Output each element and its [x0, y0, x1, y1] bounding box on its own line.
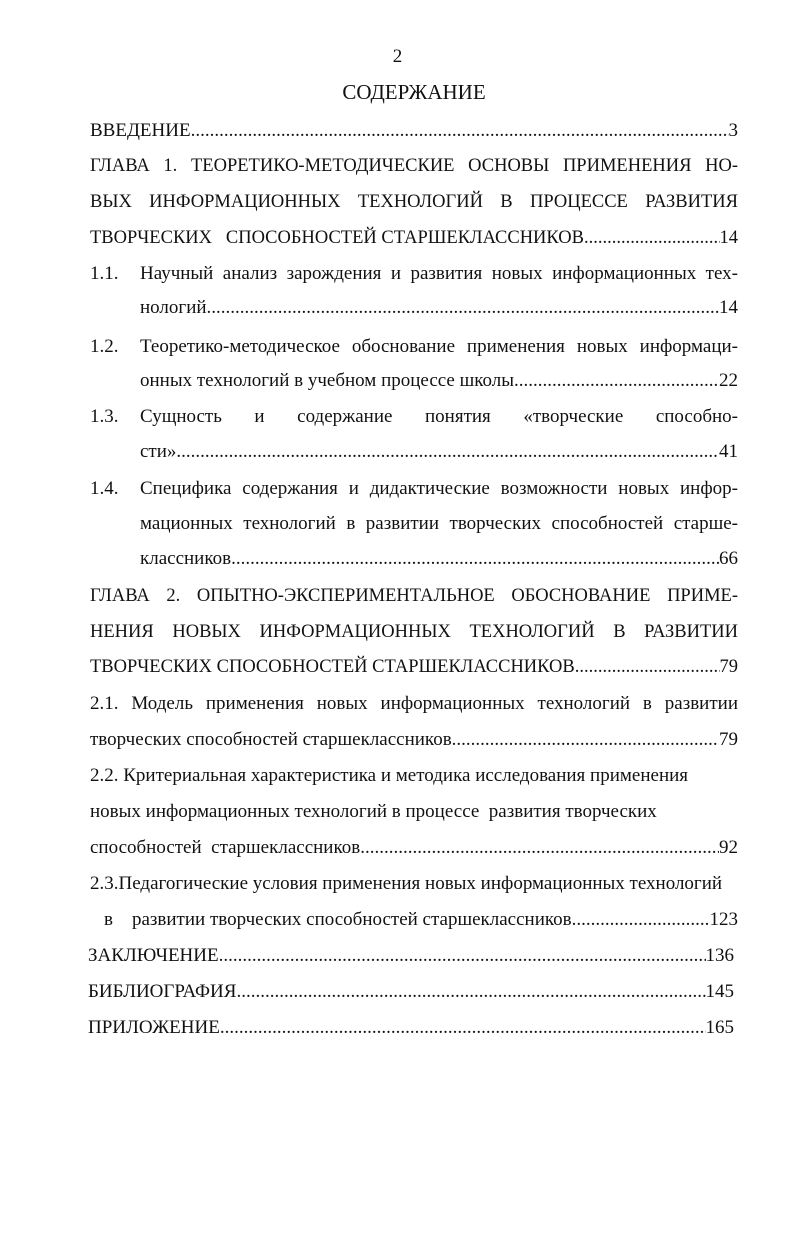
chapter-1-line-3	[90, 223, 738, 253]
section-2-2-line-2: новых информационных технологий в процессе развития творческих	[90, 801, 657, 822]
section-1-4-line-2: мационных технологий в развитии творческих способностей старше-	[140, 513, 738, 534]
section-1-1-line-1: Научный анализ зарождения и развития новых информационных тех-	[140, 263, 738, 284]
toc-page: 79	[719, 729, 738, 750]
word: содержание	[297, 406, 393, 427]
toc-page: 145	[705, 981, 734, 1002]
toc-entry-label: сти»	[140, 441, 177, 462]
section-1-3-line-2	[140, 437, 738, 467]
toc-entry-label: ТВОРЧЕСКИХ СПОСОБНОСТЕЙ СТАРШЕКЛАССНИКОВ	[90, 228, 584, 248]
word: понятия	[425, 406, 491, 427]
dot-leader	[452, 725, 719, 755]
toc-entry-label: в развитии творческих способностей старшеклассников	[104, 909, 572, 930]
dot-leader	[219, 941, 706, 971]
chapter-2-line-2: НЕНИЯ НОВЫХ ИНФОРМАЦИОННЫХ ТЕХНОЛОГИЙ В РАЗВИТИИ	[90, 622, 738, 642]
chapter-2-line-3	[90, 652, 738, 682]
toc-page: 14	[719, 228, 738, 248]
toc-entry-label: ПРИЛОЖЕНИЕ	[88, 1017, 220, 1038]
word: и	[254, 406, 265, 427]
dot-leader	[236, 977, 705, 1007]
dot-leader	[220, 1013, 706, 1043]
dot-leader	[176, 437, 719, 467]
section-1-2-line-1: Теоретико-методическое обоснование применения новых информаци-	[140, 336, 738, 357]
toc-page: 3	[728, 120, 738, 141]
section-1-2-line-2	[140, 366, 738, 396]
chapter-1-line-2: ВЫХ ИНФОРМАЦИОННЫХ ТЕХНОЛОГИЙ В ПРОЦЕССЕ РАЗВИТИЯ	[90, 192, 738, 212]
toc-title: СОДЕРЖАНИЕ	[342, 80, 486, 104]
section-2-3-line-2	[104, 905, 738, 935]
dot-leader	[207, 293, 719, 323]
dot-leader	[572, 905, 710, 935]
section-2-2-line-1: 2.2. Критериальная характеристика и методика исследования применения	[90, 765, 689, 786]
toc-page: 41	[719, 441, 738, 462]
toc-entry-label: классников	[140, 548, 232, 569]
section-1-4-line-1: Специфика содержания и дидактические возможности новых инфор-	[140, 478, 738, 499]
chapter-1-line-1: ГЛАВА 1. ТЕОРЕТИКО-МЕТОДИЧЕСКИЕ ОСНОВЫ ПРИМЕНЕНИЯ НО-	[90, 156, 738, 176]
word: «творческие	[523, 406, 624, 427]
toc-entry-label: творческих способностей старшеклассников	[90, 729, 452, 750]
toc-entry-conclusion[interactable]	[88, 941, 734, 971]
toc-entry-bibliography[interactable]	[88, 977, 734, 1007]
toc-entry-label: нологий	[140, 297, 207, 318]
section-number: 1.3.	[90, 406, 119, 427]
toc-page: 66	[719, 548, 738, 569]
toc-page: 165	[705, 1017, 734, 1038]
section-1-1-line-2	[140, 293, 738, 323]
word: способно-	[655, 406, 738, 427]
toc-page: 14	[719, 297, 738, 318]
section-2-2-line-3	[90, 833, 738, 863]
section-number: 1.4.	[90, 478, 119, 499]
dot-leader	[514, 366, 719, 396]
section-2-1-line-2	[90, 725, 738, 755]
section-1-4-line-3	[140, 544, 738, 574]
page-number: 2	[392, 46, 403, 67]
dot-leader	[584, 223, 720, 253]
toc-entry-label: БИБЛИОГРАФИЯ	[88, 981, 237, 1002]
toc-entry-appendix[interactable]	[88, 1013, 734, 1043]
chapter-2-line-1: ГЛАВА 2. ОПЫТНО-ЭКСПЕРИМЕНТАЛЬНОЕ ОБОСНОВАНИЕ ПРИМЕ-	[90, 586, 738, 606]
section-number: 1.2.	[90, 336, 119, 357]
section-number: 1.1.	[90, 263, 119, 284]
dot-leader	[360, 833, 719, 863]
toc-entry-label: ВВЕДЕНИЕ	[90, 120, 191, 141]
toc-entry-label: онных технологий в учебном процессе школы	[140, 370, 514, 391]
toc-page: 136	[705, 945, 734, 966]
section-1-3-line-1	[140, 402, 738, 432]
dot-leader	[191, 116, 729, 146]
section-2-1-line-1: 2.1. Модель применения новых информационных технологий в развитии	[90, 693, 738, 714]
toc-entry-label: ТВОРЧЕСКИХ СПОСОБНОСТЕЙ СТАРШЕКЛАССНИКОВ	[90, 657, 575, 677]
toc-page: 79	[719, 657, 738, 677]
dot-leader	[231, 544, 719, 574]
toc-entry-label: ЗАКЛЮЧЕНИЕ	[88, 945, 219, 966]
word: Сущность	[140, 406, 222, 427]
toc-page: 123	[709, 909, 738, 930]
toc-page: 92	[719, 837, 738, 858]
section-2-3-line-1: 2.3.Педагогические условия применения новых информационных технологий	[90, 873, 723, 894]
toc-entry-label: способностей старшеклассников	[90, 837, 361, 858]
toc-page: 22	[719, 370, 738, 391]
toc-entry-intro[interactable]	[90, 116, 738, 146]
dot-leader	[575, 652, 720, 682]
